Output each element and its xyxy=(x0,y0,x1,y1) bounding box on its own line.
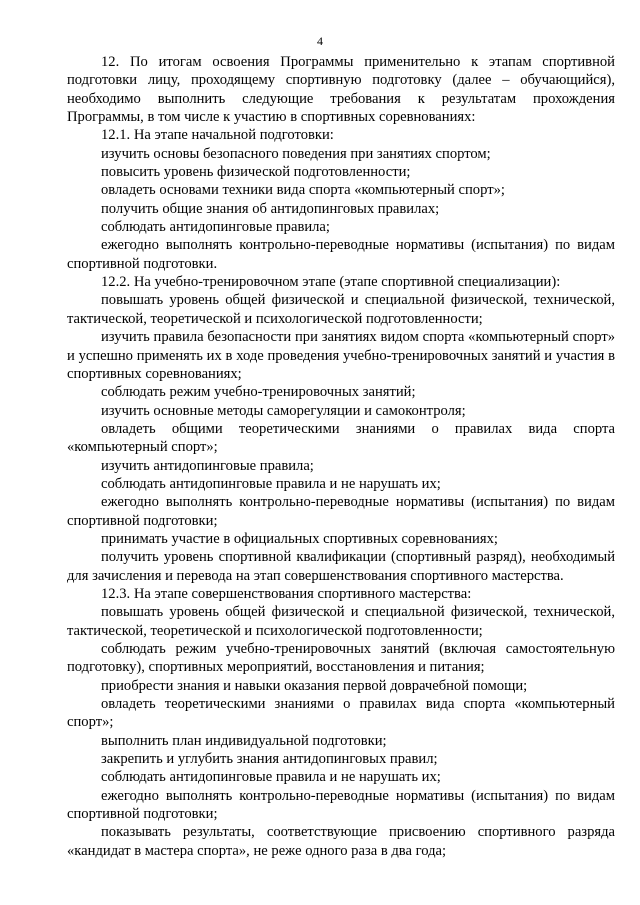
list-item: ежегодно выполнять контрольно-переводные нормативы (испытания) по видам спортивной подготовки; xyxy=(67,787,615,823)
list-item: повышать уровень общей физической и специальной физической, технической, тактической, теоретической и психологической подготовленности; xyxy=(67,292,615,327)
list-item: приобрести знания и навыки оказания первой доврачебной помощи; xyxy=(101,677,528,694)
list-item: получить общие знания об антидопинговых правилах; xyxy=(101,200,440,217)
list-item: изучить основы безопасного поведения при занятиях спортом; xyxy=(101,145,491,162)
list-item: овладеть общими теоретическими знаниями о правилах вида спорта «компьютерный спорт»; xyxy=(67,420,615,456)
list-item: соблюдать антидопинговые правила и не нарушать их; xyxy=(101,769,441,786)
list-item: получить уровень спортивной квалификации (спортивный разряд), необходимый для зачисления и перевода на этап совершенствования спортивного мастерства. xyxy=(67,549,615,584)
list-item: повышать уровень общей физической и специальной физической, технической, тактической, теоретической и психологической подготовленности; xyxy=(67,604,615,639)
list-item: показывать результаты, соответствующие присвоению спортивного разряда «кандидат в мастера спорта», не реже одного раза в два года; xyxy=(67,824,615,859)
list-item: закрепить и углубить знания антидопинговых правил; xyxy=(101,751,438,768)
list-item: выполнить план индивидуальной подготовки; xyxy=(101,732,387,749)
list-item: овладеть теоретическими знаниями о правилах вида спорта «компьютерный спорт»; xyxy=(67,696,615,731)
paragraph-12-intro: 12. По итогам освоения Программы применительно к этапам спортивной подготовки лицу, проходящему спортивную подготовку (далее – обучающийся), необходимо выполнить следующие требования к результатам прохождения Программы, в том числе к участию в спортивных соревнованиях: xyxy=(67,54,615,126)
document-body xyxy=(67,53,615,860)
list-item: овладеть основами техники вида спорта «компьютерный спорт»; xyxy=(101,182,505,199)
list-item: изучить правила безопасности при занятиях видом спорта «компьютерный спорт» и успешно применять их в ходе проведения учебно-тренировочных занятий и участия в спортивных соревнованиях; xyxy=(67,329,615,382)
heading-12-3: 12.3. На этапе совершенствования спортивного мастерства: xyxy=(101,585,472,602)
list-item: ежегодно выполнять контрольно-переводные нормативы (испытания) по видам спортивной подготовки. xyxy=(67,237,615,272)
list-item: изучить антидопинговые правила; xyxy=(101,457,314,474)
heading-12-2: 12.2. На учебно-тренировочном этапе (этапе спортивной специализации): xyxy=(101,274,561,291)
list-item: принимать участие в официальных спортивных соревнованиях; xyxy=(101,530,498,547)
list-item: соблюдать режим учебно-тренировочных занятий (включая самостоятельную подготовку), спортивных мероприятий, восстановления и питания; xyxy=(67,641,615,676)
list-item: соблюдать режим учебно-тренировочных занятий; xyxy=(101,384,416,401)
list-item: изучить основные методы саморегуляции и самоконтроля; xyxy=(101,402,466,419)
list-item: повысить уровень физической подготовленности; xyxy=(101,164,411,181)
list-item: ежегодно выполнять контрольно-переводные нормативы (испытания) по видам спортивной подготовки; xyxy=(67,494,615,529)
list-item: соблюдать антидопинговые правила; xyxy=(101,219,330,236)
page-number: 4 xyxy=(317,34,323,48)
list-item: соблюдать антидопинговые правила и не нарушать их; xyxy=(101,475,441,492)
heading-12-1: 12.1. На этапе начальной подготовки: xyxy=(101,127,334,144)
